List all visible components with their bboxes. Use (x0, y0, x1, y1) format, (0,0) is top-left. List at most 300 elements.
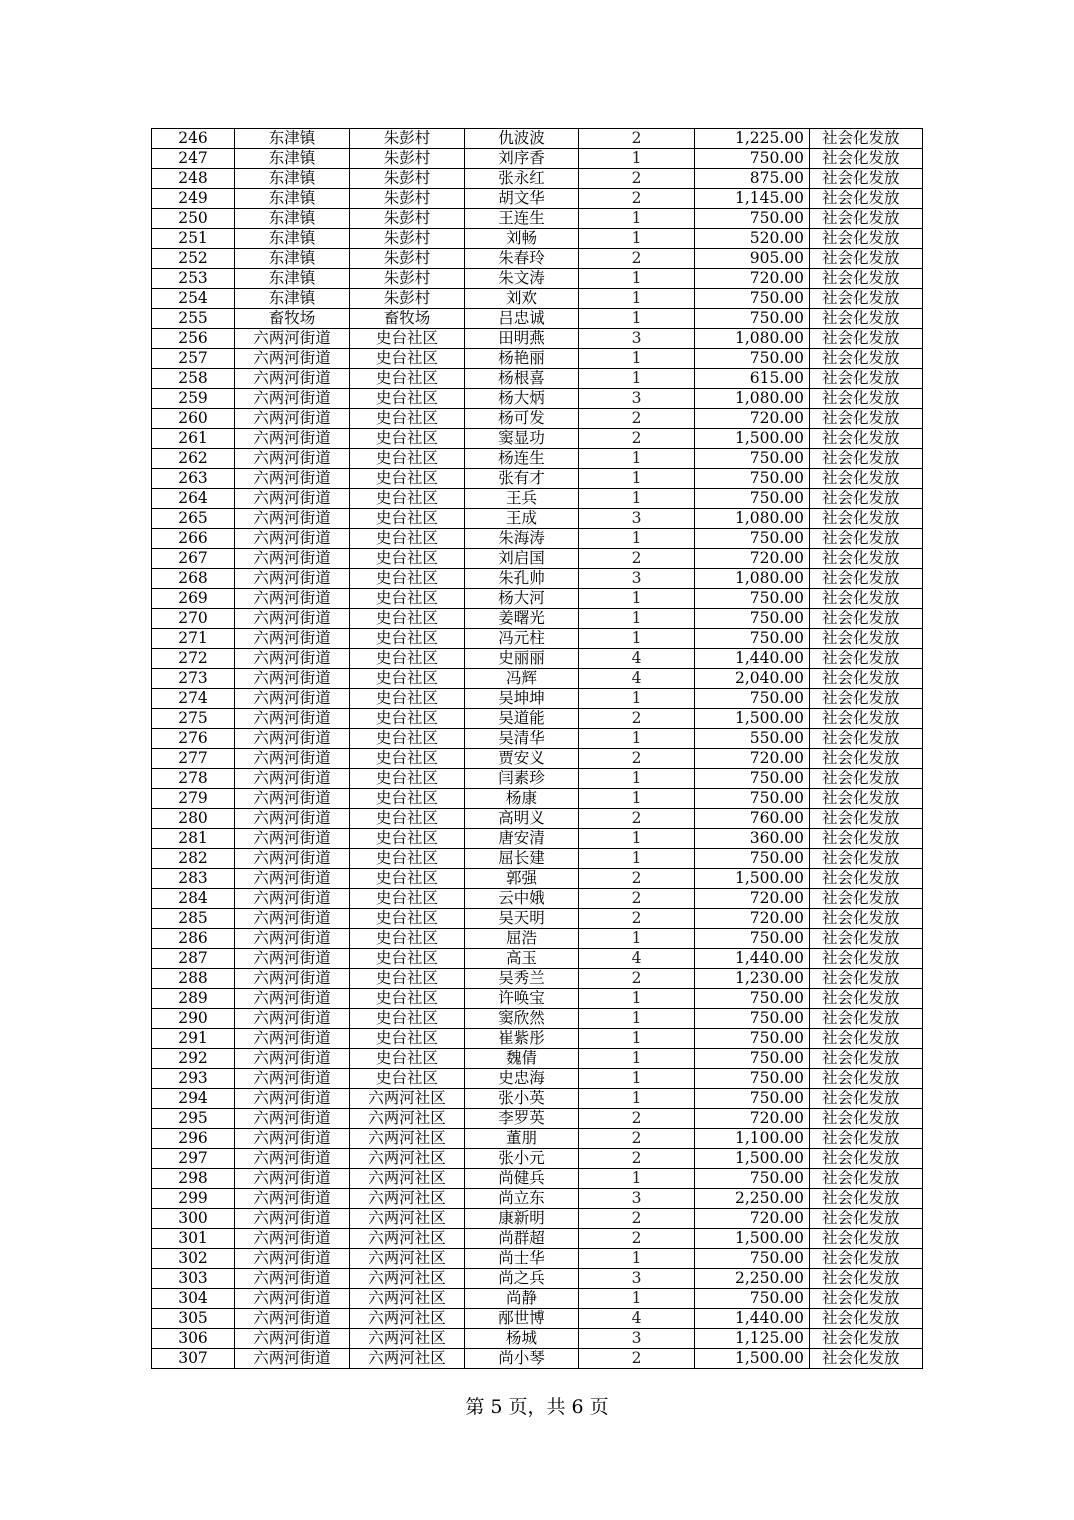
amount-cell: 1,145.00 (695, 189, 810, 209)
table-row (152, 349, 923, 369)
payment-method-cell: 社会化发放 (810, 929, 923, 949)
table-row (152, 329, 923, 349)
table-row (152, 269, 923, 289)
amount-cell: 750.00 (695, 589, 810, 609)
name-cell: 杨连生 (465, 449, 579, 469)
amount-cell: 1,230.00 (695, 969, 810, 989)
household-count-cell: 2 (579, 1129, 695, 1149)
town-cell: 六两河街道 (235, 1009, 350, 1029)
village-cell: 史台社区 (350, 729, 465, 749)
row-index-cell: 258 (152, 369, 235, 389)
payment-method-cell: 社会化发放 (810, 1329, 923, 1349)
row-index-cell: 292 (152, 1049, 235, 1069)
town-cell: 六两河街道 (235, 429, 350, 449)
town-cell: 六两河街道 (235, 949, 350, 969)
village-cell: 史台社区 (350, 809, 465, 829)
amount-cell: 750.00 (695, 209, 810, 229)
table-row (152, 1269, 923, 1289)
household-count-cell: 4 (579, 949, 695, 969)
name-cell: 杨城 (465, 1329, 579, 1349)
household-count-cell: 2 (579, 429, 695, 449)
table-row (152, 1289, 923, 1309)
amount-cell: 750.00 (695, 989, 810, 1009)
table-row (152, 129, 923, 149)
town-cell: 六两河街道 (235, 629, 350, 649)
household-count-cell: 1 (579, 149, 695, 169)
name-cell: 李罗英 (465, 1109, 579, 1129)
name-cell: 崔紫彤 (465, 1029, 579, 1049)
village-cell: 史台社区 (350, 489, 465, 509)
village-cell: 史台社区 (350, 869, 465, 889)
payment-method-cell: 社会化发放 (810, 1249, 923, 1269)
table-row (152, 689, 923, 709)
amount-cell: 750.00 (695, 289, 810, 309)
village-cell: 史台社区 (350, 709, 465, 729)
household-count-cell: 1 (579, 849, 695, 869)
table-row (152, 289, 923, 309)
town-cell: 六两河街道 (235, 1169, 350, 1189)
row-index-cell: 259 (152, 389, 235, 409)
village-cell: 朱彭村 (350, 289, 465, 309)
amount-cell: 1,080.00 (695, 569, 810, 589)
table-body (152, 129, 923, 1369)
row-index-cell: 290 (152, 1009, 235, 1029)
row-index-cell: 249 (152, 189, 235, 209)
amount-cell: 750.00 (695, 1089, 810, 1109)
table-row (152, 469, 923, 489)
row-index-cell: 283 (152, 869, 235, 889)
village-cell: 史台社区 (350, 609, 465, 629)
name-cell: 屈长建 (465, 849, 579, 869)
household-count-cell: 1 (579, 369, 695, 389)
town-cell: 六两河街道 (235, 509, 350, 529)
household-count-cell: 1 (579, 989, 695, 1009)
household-count-cell: 2 (579, 909, 695, 929)
household-count-cell: 2 (579, 1149, 695, 1169)
name-cell: 高明义 (465, 809, 579, 829)
amount-cell: 2,250.00 (695, 1269, 810, 1289)
row-index-cell: 273 (152, 669, 235, 689)
amount-cell: 750.00 (695, 849, 810, 869)
household-count-cell: 1 (579, 929, 695, 949)
payment-method-cell: 社会化发放 (810, 169, 923, 189)
name-cell: 王兵 (465, 489, 579, 509)
row-index-cell: 287 (152, 949, 235, 969)
table-row (152, 189, 923, 209)
payment-method-cell: 社会化发放 (810, 1289, 923, 1309)
household-count-cell: 2 (579, 969, 695, 989)
payment-method-cell: 社会化发放 (810, 909, 923, 929)
row-index-cell: 253 (152, 269, 235, 289)
payment-method-cell: 社会化发放 (810, 409, 923, 429)
town-cell: 六两河街道 (235, 389, 350, 409)
table-row (152, 1109, 923, 1129)
payment-method-cell: 社会化发放 (810, 209, 923, 229)
village-cell: 六两河社区 (350, 1309, 465, 1329)
table-row (152, 1229, 923, 1249)
payment-method-cell: 社会化发放 (810, 849, 923, 869)
table-row (152, 949, 923, 969)
town-cell: 六两河街道 (235, 869, 350, 889)
household-count-cell: 1 (579, 1069, 695, 1089)
payment-method-cell: 社会化发放 (810, 1029, 923, 1049)
table-row (152, 789, 923, 809)
household-count-cell: 4 (579, 669, 695, 689)
payment-method-cell: 社会化发放 (810, 569, 923, 589)
table-row (152, 829, 923, 849)
household-count-cell: 2 (579, 249, 695, 269)
row-index-cell: 305 (152, 1309, 235, 1329)
town-cell: 六两河街道 (235, 1049, 350, 1069)
town-cell: 六两河街道 (235, 729, 350, 749)
name-cell: 冯辉 (465, 669, 579, 689)
amount-cell: 1,080.00 (695, 329, 810, 349)
name-cell: 邴世博 (465, 1309, 579, 1329)
payment-method-cell: 社会化发放 (810, 709, 923, 729)
amount-cell: 1,500.00 (695, 1349, 810, 1369)
name-cell: 杨根喜 (465, 369, 579, 389)
name-cell: 云中娥 (465, 889, 579, 909)
row-index-cell: 282 (152, 849, 235, 869)
amount-cell: 750.00 (695, 1249, 810, 1269)
payment-method-cell: 社会化发放 (810, 529, 923, 549)
table-row (152, 1189, 923, 1209)
payment-method-cell: 社会化发放 (810, 1209, 923, 1229)
name-cell: 杨可发 (465, 409, 579, 429)
amount-cell: 360.00 (695, 829, 810, 849)
amount-cell: 615.00 (695, 369, 810, 389)
household-count-cell: 1 (579, 769, 695, 789)
table-row (152, 1249, 923, 1269)
village-cell: 史台社区 (350, 629, 465, 649)
town-cell: 六两河街道 (235, 849, 350, 869)
row-index-cell: 266 (152, 529, 235, 549)
town-cell: 六两河街道 (235, 1349, 350, 1369)
household-count-cell: 1 (579, 689, 695, 709)
town-cell: 六两河街道 (235, 809, 350, 829)
payment-method-cell: 社会化发放 (810, 1189, 923, 1209)
name-cell: 尚群超 (465, 1229, 579, 1249)
name-cell: 唐安清 (465, 829, 579, 849)
table-row (152, 1089, 923, 1109)
amount-cell: 1,440.00 (695, 649, 810, 669)
row-index-cell: 269 (152, 589, 235, 609)
table-row (152, 489, 923, 509)
town-cell: 六两河街道 (235, 569, 350, 589)
household-count-cell: 3 (579, 389, 695, 409)
payment-method-cell: 社会化发放 (810, 609, 923, 629)
household-count-cell: 1 (579, 489, 695, 509)
town-cell: 东津镇 (235, 189, 350, 209)
payment-method-cell: 社会化发放 (810, 249, 923, 269)
village-cell: 史台社区 (350, 569, 465, 589)
payment-method-cell: 社会化发放 (810, 489, 923, 509)
amount-cell: 1,440.00 (695, 1309, 810, 1329)
payment-method-cell: 社会化发放 (810, 1069, 923, 1089)
table-row (152, 1029, 923, 1049)
row-index-cell: 296 (152, 1129, 235, 1149)
town-cell: 六两河街道 (235, 769, 350, 789)
table-row (152, 609, 923, 629)
name-cell: 吴清华 (465, 729, 579, 749)
amount-cell: 720.00 (695, 909, 810, 929)
village-cell: 史台社区 (350, 969, 465, 989)
amount-cell: 1,225.00 (695, 129, 810, 149)
village-cell: 六两河社区 (350, 1269, 465, 1289)
village-cell: 六两河社区 (350, 1329, 465, 1349)
household-count-cell: 1 (579, 729, 695, 749)
village-cell: 朱彭村 (350, 189, 465, 209)
row-index-cell: 295 (152, 1109, 235, 1129)
name-cell: 王成 (465, 509, 579, 529)
table-row (152, 669, 923, 689)
payment-method-cell: 社会化发放 (810, 969, 923, 989)
town-cell: 畜牧场 (235, 309, 350, 329)
name-cell: 窦显功 (465, 429, 579, 449)
town-cell: 六两河街道 (235, 789, 350, 809)
name-cell: 高玉 (465, 949, 579, 969)
village-cell: 六两河社区 (350, 1149, 465, 1169)
row-index-cell: 250 (152, 209, 235, 229)
name-cell: 董朋 (465, 1129, 579, 1149)
table-row (152, 1009, 923, 1029)
town-cell: 六两河街道 (235, 649, 350, 669)
table-row (152, 249, 923, 269)
amount-cell: 750.00 (695, 789, 810, 809)
town-cell: 六两河街道 (235, 609, 350, 629)
name-cell: 刘序香 (465, 149, 579, 169)
payment-method-cell: 社会化发放 (810, 789, 923, 809)
town-cell: 六两河街道 (235, 489, 350, 509)
payment-method-cell: 社会化发放 (810, 729, 923, 749)
name-cell: 贾安义 (465, 749, 579, 769)
payment-method-cell: 社会化发放 (810, 269, 923, 289)
village-cell: 六两河社区 (350, 1349, 465, 1369)
amount-cell: 750.00 (695, 489, 810, 509)
row-index-cell: 284 (152, 889, 235, 909)
row-index-cell: 306 (152, 1329, 235, 1349)
table-row (152, 629, 923, 649)
row-index-cell: 297 (152, 1149, 235, 1169)
amount-cell: 750.00 (695, 1069, 810, 1089)
household-count-cell: 2 (579, 1109, 695, 1129)
household-count-cell: 1 (579, 469, 695, 489)
village-cell: 史台社区 (350, 429, 465, 449)
table-row (152, 509, 923, 529)
table-row (152, 1349, 923, 1369)
town-cell: 六两河街道 (235, 1029, 350, 1049)
household-count-cell: 3 (579, 509, 695, 529)
payment-method-cell: 社会化发放 (810, 669, 923, 689)
town-cell: 六两河街道 (235, 689, 350, 709)
row-index-cell: 291 (152, 1029, 235, 1049)
name-cell: 许唤宝 (465, 989, 579, 1009)
name-cell: 田明燕 (465, 329, 579, 349)
amount-cell: 750.00 (695, 1289, 810, 1309)
village-cell: 史台社区 (350, 389, 465, 409)
table-row (152, 709, 923, 729)
village-cell: 史台社区 (350, 849, 465, 869)
town-cell: 六两河街道 (235, 589, 350, 609)
household-count-cell: 1 (579, 789, 695, 809)
household-count-cell: 2 (579, 749, 695, 769)
row-index-cell: 254 (152, 289, 235, 309)
village-cell: 史台社区 (350, 509, 465, 529)
amount-cell: 1,500.00 (695, 1149, 810, 1169)
row-index-cell: 307 (152, 1349, 235, 1369)
village-cell: 史台社区 (350, 349, 465, 369)
village-cell: 朱彭村 (350, 229, 465, 249)
household-count-cell: 1 (579, 229, 695, 249)
household-count-cell: 4 (579, 1309, 695, 1329)
town-cell: 六两河街道 (235, 1129, 350, 1149)
table-row (152, 449, 923, 469)
household-count-cell: 2 (579, 409, 695, 429)
payment-method-cell: 社会化发放 (810, 1169, 923, 1189)
town-cell: 六两河街道 (235, 929, 350, 949)
household-count-cell: 1 (579, 289, 695, 309)
data-table (151, 128, 923, 1369)
village-cell: 六两河社区 (350, 1289, 465, 1309)
town-cell: 六两河街道 (235, 1289, 350, 1309)
table-row (152, 869, 923, 889)
village-cell: 六两河社区 (350, 1229, 465, 1249)
name-cell: 吴坤坤 (465, 689, 579, 709)
name-cell: 仇波波 (465, 129, 579, 149)
name-cell: 史忠海 (465, 1069, 579, 1089)
name-cell: 吴天明 (465, 909, 579, 929)
name-cell: 朱孔帅 (465, 569, 579, 589)
payment-method-cell: 社会化发放 (810, 349, 923, 369)
amount-cell: 750.00 (695, 1029, 810, 1049)
amount-cell: 1,440.00 (695, 949, 810, 969)
row-index-cell: 300 (152, 1209, 235, 1229)
payment-method-cell: 社会化发放 (810, 1149, 923, 1169)
payment-method-cell: 社会化发放 (810, 689, 923, 709)
name-cell: 魏倩 (465, 1049, 579, 1069)
town-cell: 东津镇 (235, 249, 350, 269)
payment-method-cell: 社会化发放 (810, 129, 923, 149)
household-count-cell: 1 (579, 609, 695, 629)
town-cell: 六两河街道 (235, 349, 350, 369)
payment-method-cell: 社会化发放 (810, 1129, 923, 1149)
row-index-cell: 286 (152, 929, 235, 949)
town-cell: 东津镇 (235, 269, 350, 289)
town-cell: 东津镇 (235, 169, 350, 189)
town-cell: 六两河街道 (235, 469, 350, 489)
row-index-cell: 285 (152, 909, 235, 929)
row-index-cell: 301 (152, 1229, 235, 1249)
payment-method-cell: 社会化发放 (810, 649, 923, 669)
household-count-cell: 2 (579, 549, 695, 569)
row-index-cell: 294 (152, 1089, 235, 1109)
table-row (152, 969, 923, 989)
table-row (152, 549, 923, 569)
amount-cell: 520.00 (695, 229, 810, 249)
payment-method-cell: 社会化发放 (810, 1269, 923, 1289)
village-cell: 史台社区 (350, 889, 465, 909)
page-footer: 第 5 页，共 6 页 (465, 1396, 609, 1418)
town-cell: 六两河街道 (235, 1149, 350, 1169)
table-row (152, 389, 923, 409)
row-index-cell: 280 (152, 809, 235, 829)
name-cell: 朱海涛 (465, 529, 579, 549)
name-cell: 吕忠诚 (465, 309, 579, 329)
name-cell: 闫素珍 (465, 769, 579, 789)
name-cell: 郭强 (465, 869, 579, 889)
name-cell: 杨艳丽 (465, 349, 579, 369)
household-count-cell: 1 (579, 269, 695, 289)
household-count-cell: 4 (579, 649, 695, 669)
village-cell: 史台社区 (350, 769, 465, 789)
row-index-cell: 255 (152, 309, 235, 329)
village-cell: 史台社区 (350, 449, 465, 469)
row-index-cell: 267 (152, 549, 235, 569)
household-count-cell: 1 (579, 1089, 695, 1109)
amount-cell: 720.00 (695, 269, 810, 289)
row-index-cell: 302 (152, 1249, 235, 1269)
household-count-cell: 2 (579, 889, 695, 909)
name-cell: 史丽丽 (465, 649, 579, 669)
row-index-cell: 256 (152, 329, 235, 349)
amount-cell: 550.00 (695, 729, 810, 749)
household-count-cell: 2 (579, 1229, 695, 1249)
amount-cell: 720.00 (695, 409, 810, 429)
village-cell: 史台社区 (350, 689, 465, 709)
table-row (152, 589, 923, 609)
table-row (152, 1329, 923, 1349)
household-count-cell: 1 (579, 829, 695, 849)
town-cell: 六两河街道 (235, 329, 350, 349)
row-index-cell: 261 (152, 429, 235, 449)
name-cell: 冯元柱 (465, 629, 579, 649)
amount-cell: 750.00 (695, 1169, 810, 1189)
table-row (152, 849, 923, 869)
town-cell: 六两河街道 (235, 1269, 350, 1289)
amount-cell: 1,500.00 (695, 869, 810, 889)
town-cell: 六两河街道 (235, 829, 350, 849)
household-count-cell: 1 (579, 1049, 695, 1069)
amount-cell: 750.00 (695, 449, 810, 469)
amount-cell: 1,100.00 (695, 1129, 810, 1149)
table-row (152, 229, 923, 249)
household-count-cell: 2 (579, 169, 695, 189)
town-cell: 东津镇 (235, 129, 350, 149)
amount-cell: 720.00 (695, 889, 810, 909)
amount-cell: 750.00 (695, 469, 810, 489)
payment-method-cell: 社会化发放 (810, 1049, 923, 1069)
name-cell: 杨康 (465, 789, 579, 809)
row-index-cell: 274 (152, 689, 235, 709)
amount-cell: 750.00 (695, 609, 810, 629)
village-cell: 朱彭村 (350, 129, 465, 149)
town-cell: 六两河街道 (235, 1329, 350, 1349)
household-count-cell: 2 (579, 809, 695, 829)
row-index-cell: 277 (152, 749, 235, 769)
table-row (152, 769, 923, 789)
town-cell: 六两河街道 (235, 549, 350, 569)
row-index-cell: 246 (152, 129, 235, 149)
household-count-cell: 2 (579, 189, 695, 209)
row-index-cell: 303 (152, 1269, 235, 1289)
household-count-cell: 1 (579, 1289, 695, 1309)
row-index-cell: 263 (152, 469, 235, 489)
row-index-cell: 281 (152, 829, 235, 849)
table-row (152, 909, 923, 929)
row-index-cell: 299 (152, 1189, 235, 1209)
village-cell: 史台社区 (350, 829, 465, 849)
amount-cell: 750.00 (695, 149, 810, 169)
